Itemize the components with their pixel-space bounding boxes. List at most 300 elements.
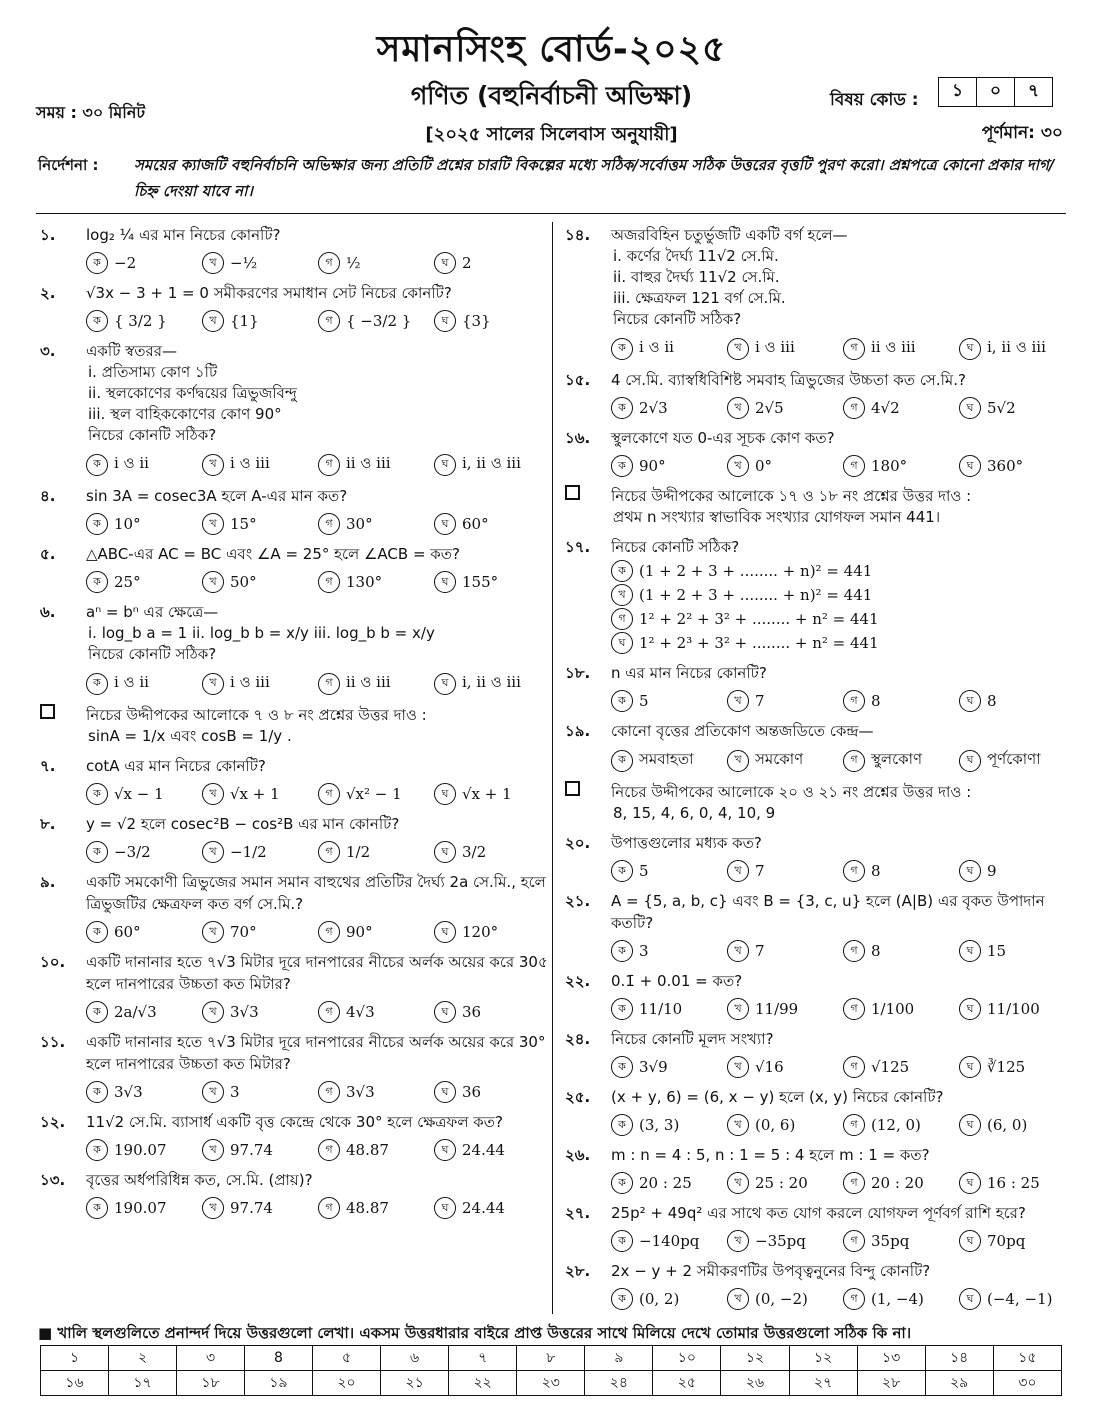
option-choice[interactable]	[611, 690, 727, 712]
option-choice[interactable]	[611, 455, 727, 477]
option-choice[interactable]	[202, 1081, 318, 1103]
option-row[interactable]	[611, 584, 1075, 606]
option-letter-circle[interactable]: ক	[86, 454, 108, 476]
option-letter-circle[interactable]: ক	[611, 940, 633, 962]
option-choice[interactable]	[959, 998, 1075, 1020]
option-choice[interactable]	[434, 513, 550, 535]
option-value: 1² + 2² + 3² + ........ + n² = 441	[639, 610, 879, 628]
option-letter-circle[interactable]: ক	[86, 571, 108, 593]
answer-cell-label: ৮	[517, 1346, 585, 1371]
option-choice[interactable]	[434, 841, 550, 863]
option-letter-circle[interactable]: গ	[843, 1288, 865, 1310]
option-value: 360°	[987, 457, 1024, 475]
option-letter-circle[interactable]: ঘ	[434, 513, 456, 535]
option-letter-circle[interactable]: ক	[86, 252, 108, 274]
option-choice[interactable]	[843, 455, 959, 477]
options-row	[86, 571, 550, 593]
option-letter-circle[interactable]: ঘ	[434, 921, 456, 943]
option-letter-circle[interactable]: ঘ	[611, 632, 633, 654]
option-letter-circle[interactable]: গ	[318, 513, 340, 535]
option-letter-circle[interactable]: ক	[86, 1081, 108, 1103]
option-choice[interactable]	[434, 571, 550, 593]
options-row	[86, 1139, 550, 1161]
option-letter-circle[interactable]: খ	[727, 1230, 749, 1252]
option-choice[interactable]	[843, 860, 959, 882]
option-choice[interactable]	[843, 998, 959, 1020]
option-letter-circle[interactable]: গ	[843, 690, 865, 712]
option-letter-circle[interactable]: ঘ	[959, 397, 981, 419]
option-letter-circle[interactable]: ঘ	[434, 783, 456, 805]
option-letter-circle[interactable]: ঘ	[959, 455, 981, 477]
option-letter-circle[interactable]: ক	[611, 1114, 633, 1136]
option-choice[interactable]	[318, 783, 434, 805]
option-letter-circle[interactable]: ক	[611, 455, 633, 477]
question-number: ১৭.	[565, 538, 591, 556]
option-letter-circle[interactable]: ক	[611, 690, 633, 712]
option-choice[interactable]	[86, 921, 202, 943]
option-choice[interactable]	[727, 1056, 843, 1078]
option-choice[interactable]	[959, 748, 1075, 773]
question-item	[40, 282, 550, 332]
option-value: 20 : 25	[639, 1174, 692, 1192]
option-letter-circle[interactable]: ঘ	[434, 252, 456, 274]
option-value: −½	[230, 254, 258, 272]
option-letter-circle[interactable]: গ	[318, 841, 340, 863]
option-letter-circle[interactable]: ঘ	[959, 1056, 981, 1078]
header-divider	[36, 213, 1066, 214]
options-row	[611, 860, 1075, 882]
option-value: 7	[755, 862, 765, 880]
options-row	[86, 921, 550, 943]
question-statement: i. প্রতিসাম্য কোণ ১টি	[88, 363, 218, 381]
option-value: 70°	[230, 923, 257, 941]
option-letter-circle[interactable]: ঘ	[434, 673, 456, 695]
option-value: i ও iii	[755, 338, 795, 356]
option-letter-circle[interactable]: খ	[727, 998, 749, 1020]
option-choice[interactable]	[959, 1172, 1075, 1194]
answer-cell-label: ১৪	[925, 1346, 993, 1371]
option-choice[interactable]	[434, 452, 550, 477]
answer-cell-label: ১৬	[41, 1371, 109, 1396]
option-choice[interactable]	[86, 252, 202, 274]
option-choice[interactable]	[202, 841, 318, 863]
option-letter-circle[interactable]: ক	[611, 1172, 633, 1194]
question-number: ২৬.	[565, 1146, 591, 1164]
option-choice[interactable]	[318, 252, 434, 274]
option-letter-circle[interactable]: ক	[86, 1197, 108, 1219]
option-value: 48.87	[346, 1199, 389, 1217]
options-row	[611, 940, 1075, 962]
option-value: 48.87	[346, 1141, 389, 1159]
option-choice[interactable]	[86, 513, 202, 535]
question-number: ২১.	[565, 892, 591, 910]
option-letter-circle[interactable]: গ	[318, 1139, 340, 1161]
option-choice[interactable]	[86, 841, 202, 863]
option-choice[interactable]	[318, 1139, 434, 1161]
option-letter-circle[interactable]: ক	[86, 513, 108, 535]
option-letter-circle[interactable]: খ	[727, 455, 749, 477]
option-choice[interactable]	[611, 1114, 727, 1136]
option-choice[interactable]	[611, 860, 727, 882]
option-value: 8	[987, 692, 997, 710]
option-choice[interactable]	[611, 1172, 727, 1194]
option-letter-circle[interactable]: ঘ	[959, 998, 981, 1020]
option-choice[interactable]	[843, 1288, 959, 1310]
option-letter-circle[interactable]: ঘ	[959, 1172, 981, 1194]
option-choice[interactable]	[434, 1197, 550, 1219]
question-text: 0.1̄ + 0.01 = কত?	[611, 972, 743, 990]
option-choice[interactable]	[86, 571, 202, 593]
option-value: 60°	[114, 923, 141, 941]
option-letter-circle[interactable]: ক	[611, 560, 633, 582]
option-choice[interactable]	[434, 671, 550, 696]
option-choice[interactable]	[611, 1288, 727, 1310]
option-value: 8	[871, 942, 881, 960]
left-question-column	[40, 224, 550, 1227]
option-letter-circle[interactable]: ঘ	[959, 750, 981, 772]
option-letter-circle[interactable]: ক	[86, 841, 108, 863]
option-letter-circle[interactable]: গ	[318, 783, 340, 805]
option-choice[interactable]	[843, 1230, 959, 1252]
options-row	[611, 397, 1075, 419]
option-value: 20 : 20	[871, 1174, 924, 1192]
option-choice[interactable]	[86, 671, 202, 696]
option-value: 50°	[230, 573, 257, 591]
option-choice[interactable]	[434, 310, 550, 332]
option-letter-circle[interactable]: ক	[86, 921, 108, 943]
option-letter-circle[interactable]: গ	[318, 921, 340, 943]
option-choice[interactable]	[86, 452, 202, 477]
option-letter-circle[interactable]: খ	[202, 1139, 224, 1161]
option-choice[interactable]	[318, 1197, 434, 1219]
option-letter-circle[interactable]: ক	[611, 750, 633, 772]
options-row	[611, 1056, 1075, 1078]
question-item	[565, 890, 1075, 962]
option-value: √x + 1	[462, 785, 512, 803]
option-choice[interactable]	[434, 921, 550, 943]
option-letter-circle[interactable]: খ	[727, 750, 749, 772]
option-letter-circle[interactable]: গ	[318, 1197, 340, 1219]
answer-cell-label: ১৮	[177, 1371, 245, 1396]
option-choice[interactable]	[727, 998, 843, 1020]
option-letter-circle[interactable]: ক	[611, 397, 633, 419]
option-letter-circle[interactable]: ঘ	[434, 1081, 456, 1103]
option-letter-circle[interactable]: খ	[202, 841, 224, 863]
option-letter-circle[interactable]: গ	[843, 397, 865, 419]
option-row[interactable]	[611, 632, 1075, 654]
option-letter-circle[interactable]: ক	[611, 860, 633, 882]
option-value: i, ii ও iii	[462, 673, 521, 691]
option-choice[interactable]	[611, 998, 727, 1020]
option-letter-circle[interactable]: ঘ	[434, 1139, 456, 1161]
question-number: ১২.	[40, 1113, 66, 1131]
option-choice[interactable]	[202, 921, 318, 943]
option-choice[interactable]	[202, 1139, 318, 1161]
option-choice[interactable]	[843, 336, 959, 361]
option-choice[interactable]	[727, 690, 843, 712]
option-choice[interactable]	[202, 252, 318, 274]
option-choice[interactable]	[727, 860, 843, 882]
option-value: {1}	[230, 312, 259, 330]
option-letter-circle[interactable]: খ	[202, 513, 224, 535]
option-letter-circle[interactable]: ঘ	[959, 338, 981, 360]
option-value: i ও ii	[114, 673, 149, 691]
option-value: 36	[462, 1003, 482, 1021]
option-choice[interactable]	[318, 452, 434, 477]
option-choice[interactable]	[843, 1172, 959, 1194]
option-letter-circle[interactable]: ক	[86, 1139, 108, 1161]
option-letter-circle[interactable]: খ	[202, 571, 224, 593]
option-choice[interactable]	[434, 1081, 550, 1103]
option-choice[interactable]	[202, 1197, 318, 1219]
option-letter-circle[interactable]: খ	[202, 783, 224, 805]
option-letter-circle[interactable]: ক	[86, 783, 108, 805]
option-value: 190.07	[114, 1141, 167, 1159]
option-row[interactable]	[611, 608, 1075, 630]
answer-cell-label: ৬	[381, 1346, 449, 1371]
option-letter-circle[interactable]: ঘ	[434, 841, 456, 863]
option-letter-circle[interactable]: ঘ	[959, 940, 981, 962]
option-choice[interactable]	[727, 1230, 843, 1252]
option-value: {3}	[462, 312, 491, 330]
option-choice[interactable]	[727, 940, 843, 962]
option-value: 24.44	[462, 1199, 505, 1217]
option-choice[interactable]	[959, 455, 1075, 477]
option-choice[interactable]	[202, 671, 318, 696]
option-letter-circle[interactable]: খ	[727, 397, 749, 419]
option-choice[interactable]	[86, 1081, 202, 1103]
option-letter-circle[interactable]: গ	[611, 608, 633, 630]
options-row	[86, 252, 550, 274]
option-choice[interactable]	[202, 310, 318, 332]
option-letter-circle[interactable]: খ	[727, 1114, 749, 1136]
option-choice[interactable]	[959, 1288, 1075, 1310]
option-choice[interactable]	[843, 397, 959, 419]
option-choice[interactable]	[202, 1001, 318, 1023]
option-letter-circle[interactable]: খ	[202, 1001, 224, 1023]
option-choice[interactable]	[959, 1230, 1075, 1252]
option-letter-circle[interactable]: ক	[86, 1001, 108, 1023]
option-letter-circle[interactable]: খ	[202, 310, 224, 332]
option-letter-circle[interactable]: ক	[611, 338, 633, 360]
option-choice[interactable]	[86, 1139, 202, 1161]
option-letter-circle[interactable]: খ	[727, 940, 749, 962]
option-choice[interactable]	[959, 860, 1075, 882]
option-letter-circle[interactable]: খ	[727, 860, 749, 882]
option-letter-circle[interactable]: ঘ	[434, 1001, 456, 1023]
option-value: 3√3	[346, 1083, 375, 1101]
option-letter-circle[interactable]: গ	[843, 1230, 865, 1252]
option-choice[interactable]	[727, 1114, 843, 1136]
option-letter-circle[interactable]: ঘ	[959, 1288, 981, 1310]
option-choice[interactable]	[611, 1230, 727, 1252]
option-value: ii ও iii	[871, 338, 916, 356]
option-choice[interactable]	[959, 397, 1075, 419]
option-letter-circle[interactable]: খ	[727, 1172, 749, 1194]
option-letter-circle[interactable]: খ	[202, 921, 224, 943]
option-choice[interactable]	[727, 1288, 843, 1310]
option-letter-circle[interactable]: ক	[611, 1056, 633, 1078]
question-number: ১১.	[40, 1033, 66, 1051]
option-letter-circle[interactable]: খ	[727, 338, 749, 360]
option-letter-circle[interactable]: গ	[318, 673, 340, 695]
option-choice[interactable]	[434, 783, 550, 805]
option-choice[interactable]	[727, 748, 843, 773]
option-choice[interactable]	[318, 671, 434, 696]
options-row	[611, 1114, 1075, 1136]
question-statement: প্রথম n সংখ্যার স্বাভাবিক সংখ্যার যোগফল সমান 441।	[613, 508, 941, 526]
option-letter-circle[interactable]: ক	[611, 998, 633, 1020]
option-choice[interactable]	[86, 1197, 202, 1219]
option-choice[interactable]	[727, 336, 843, 361]
question-item	[40, 1111, 550, 1161]
option-letter-circle[interactable]: গ	[843, 338, 865, 360]
option-choice[interactable]	[843, 940, 959, 962]
option-choice[interactable]	[843, 690, 959, 712]
answer-cell-label: ১৩	[857, 1346, 925, 1371]
option-choice[interactable]	[434, 252, 550, 274]
option-choice[interactable]	[843, 748, 959, 773]
option-letter-circle[interactable]: গ	[318, 1081, 340, 1103]
option-choice[interactable]	[318, 921, 434, 943]
option-choice[interactable]	[318, 1081, 434, 1103]
option-letter-circle[interactable]: ক	[611, 1288, 633, 1310]
option-letter-circle[interactable]: গ	[843, 1114, 865, 1136]
option-choice[interactable]	[318, 841, 434, 863]
answer-cell-label: ২৫	[653, 1371, 721, 1396]
option-letter-circle[interactable]: খ	[727, 1056, 749, 1078]
option-choice[interactable]	[959, 1114, 1075, 1136]
option-value: 15°	[230, 515, 257, 533]
option-choice[interactable]	[611, 336, 727, 361]
option-value: (3, 3)	[639, 1116, 680, 1134]
option-value: 24.44	[462, 1141, 505, 1159]
answer-cell-label: ২১	[381, 1371, 449, 1396]
question-text: নিচের উদ্দীপকের আলোকে ৭ ও ৮ নং প্রশ্নের উত্তর দাও :	[86, 706, 427, 724]
option-value: 4√2	[871, 399, 900, 417]
option-choice[interactable]	[959, 690, 1075, 712]
option-letter-circle[interactable]: গ	[843, 860, 865, 882]
option-letter-circle[interactable]: গ	[843, 750, 865, 772]
option-letter-circle[interactable]: খ	[727, 690, 749, 712]
option-row[interactable]	[611, 560, 1075, 582]
option-letter-circle[interactable]: ঘ	[434, 310, 456, 332]
option-letter-circle[interactable]: খ	[202, 1197, 224, 1219]
option-letter-circle[interactable]: ক	[86, 310, 108, 332]
question-item	[40, 224, 550, 274]
option-value: 120°	[462, 923, 499, 941]
question-item	[40, 1169, 550, 1219]
option-choice[interactable]	[318, 513, 434, 535]
option-value: i ও iii	[230, 673, 270, 691]
option-letter-circle[interactable]: খ	[202, 454, 224, 476]
option-letter-circle[interactable]: ঘ	[959, 690, 981, 712]
option-letter-circle[interactable]: ঘ	[959, 860, 981, 882]
option-letter-circle[interactable]: ঘ	[959, 1230, 981, 1252]
option-value: (6, 0)	[987, 1116, 1028, 1134]
option-letter-circle[interactable]: ঘ	[434, 454, 456, 476]
question-text: 11√2 সে.মি. ব্যাসার্ধ একটি বৃত্ত কেন্দ্রে থেকে 30° হলে ক্ষেত্রফল কত?	[86, 1113, 504, 1131]
option-choice[interactable]	[959, 940, 1075, 962]
option-letter-circle[interactable]: গ	[843, 998, 865, 1020]
option-letter-circle[interactable]: গ	[318, 454, 340, 476]
question-number: ২০.	[565, 834, 591, 852]
question-item	[40, 755, 550, 805]
option-letter-circle[interactable]: গ	[843, 1172, 865, 1194]
option-letter-circle[interactable]: খ	[727, 1288, 749, 1310]
option-value: 7	[755, 692, 765, 710]
option-value: 7	[755, 942, 765, 960]
option-choice[interactable]	[318, 1001, 434, 1023]
option-letter-circle[interactable]: গ	[318, 1001, 340, 1023]
option-value: { −3/2 }	[346, 312, 412, 330]
option-letter-circle[interactable]: খ	[202, 673, 224, 695]
option-letter-circle[interactable]: গ	[318, 252, 340, 274]
option-value: 2√3	[639, 399, 668, 417]
option-choice[interactable]	[318, 571, 434, 593]
option-letter-circle[interactable]: গ	[843, 940, 865, 962]
option-choice[interactable]	[611, 1056, 727, 1078]
option-letter-circle[interactable]: গ	[318, 571, 340, 593]
option-letter-circle[interactable]: ক	[86, 673, 108, 695]
option-choice[interactable]	[86, 1001, 202, 1023]
option-choice[interactable]	[611, 397, 727, 419]
option-choice[interactable]	[611, 748, 727, 773]
question-text: একটি দানানার হতে ৭√3 মিটার দূরে দানপারের নীচের অর্লক অয়ের করে 30৫ হলে দানপারের উচ্চতা কত মিটার?	[86, 953, 548, 993]
option-choice[interactable]	[202, 783, 318, 805]
answer-cell-label: ২	[109, 1346, 177, 1371]
option-value: 2√5	[755, 399, 784, 417]
option-choice[interactable]	[202, 571, 318, 593]
stimulus-box-icon	[565, 781, 580, 796]
option-choice[interactable]	[318, 310, 434, 332]
option-choice[interactable]	[434, 1001, 550, 1023]
option-choice[interactable]	[727, 1172, 843, 1194]
answer-cell-label: ১	[41, 1346, 109, 1371]
option-letter-circle[interactable]: গ	[318, 310, 340, 332]
option-value: ½	[346, 254, 361, 272]
options-row	[86, 513, 550, 535]
option-choice[interactable]	[959, 336, 1075, 361]
option-letter-circle[interactable]: গ	[843, 455, 865, 477]
option-letter-circle[interactable]: ক	[611, 1230, 633, 1252]
option-choice[interactable]	[843, 1114, 959, 1136]
option-choice[interactable]	[434, 1139, 550, 1161]
question-number: ৪.	[40, 487, 56, 505]
question-number	[565, 781, 580, 800]
option-choice[interactable]	[843, 1056, 959, 1078]
option-letter-circle[interactable]: ঘ	[434, 1197, 456, 1219]
question-text: y = √2 হলে cosec²B − cos²B এর মান কোনটি?	[86, 815, 400, 833]
question-number: ২৮.	[565, 1262, 591, 1280]
option-choice[interactable]	[727, 397, 843, 419]
question-item	[40, 543, 550, 593]
option-choice[interactable]	[86, 310, 202, 332]
option-letter-circle[interactable]: ঘ	[434, 571, 456, 593]
option-letter-circle[interactable]: গ	[843, 1056, 865, 1078]
option-letter-circle[interactable]: খ	[202, 1081, 224, 1103]
option-value: (−4, −1)	[987, 1290, 1053, 1308]
option-choice[interactable]	[202, 452, 318, 477]
option-choice[interactable]	[86, 783, 202, 805]
option-choice[interactable]	[959, 1056, 1075, 1078]
option-letter-circle[interactable]: খ	[202, 252, 224, 274]
option-letter-circle[interactable]: ঘ	[959, 1114, 981, 1136]
option-choice[interactable]	[202, 513, 318, 535]
option-letter-circle[interactable]: খ	[611, 584, 633, 606]
option-choice[interactable]	[727, 455, 843, 477]
option-choice[interactable]	[611, 940, 727, 962]
